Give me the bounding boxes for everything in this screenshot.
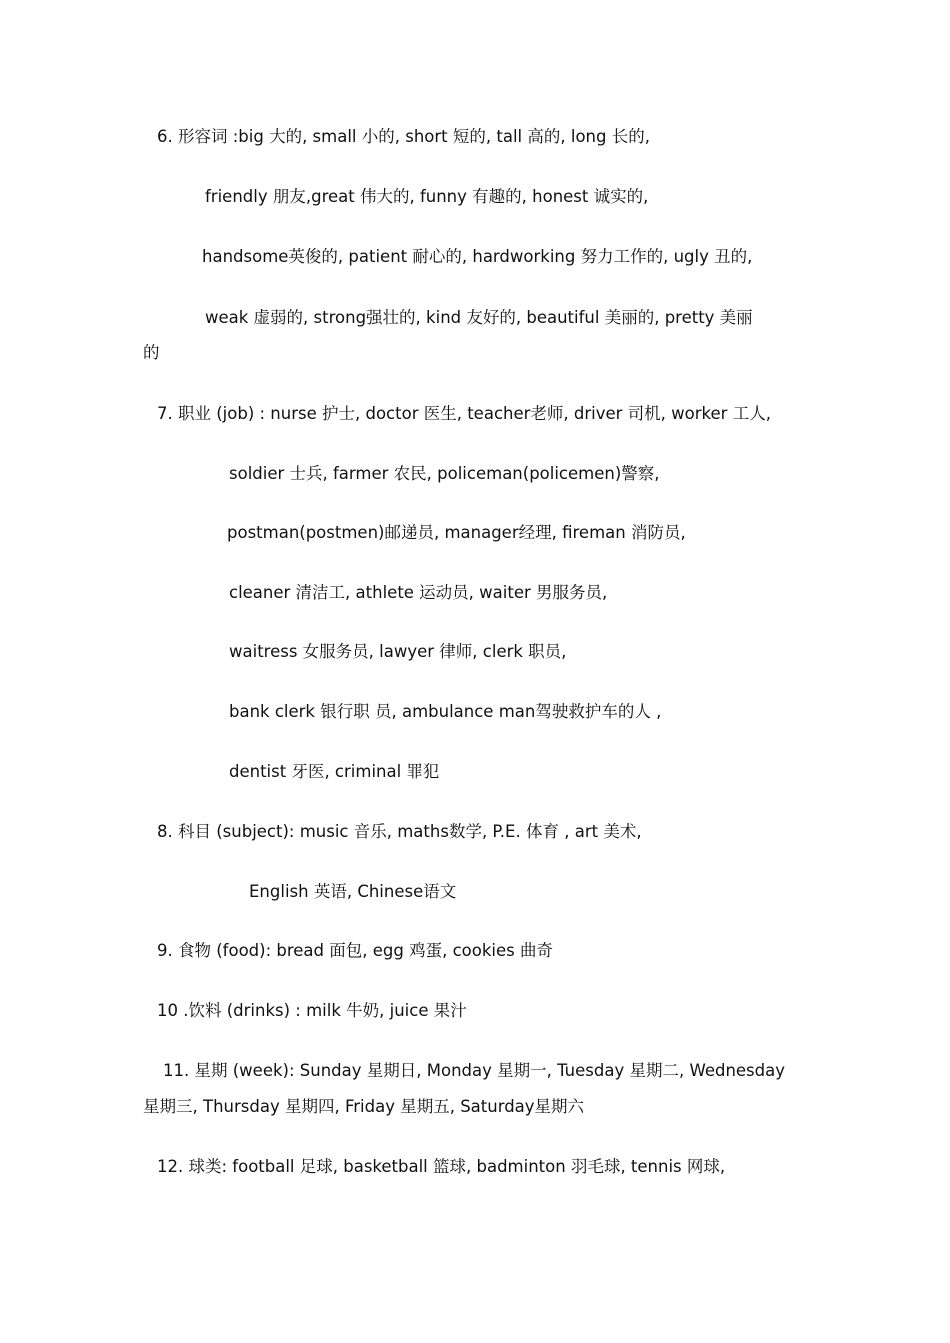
text-line: 星期三, Thursday 星期四, Friday 星期五, Saturday星期六	[143, 1097, 585, 1116]
text-line: 8. 科目 (subject): music 音乐, maths数学, P.E. 体育 , art 美术,	[157, 822, 642, 841]
text-line: handsome英俊的, patient 耐心的, hardworking 努力工作的, ugly 丑的,	[202, 247, 753, 266]
text-line: English 英语, Chinese语文	[249, 882, 457, 901]
text-line: friendly 朋友,great 伟大的, funny 有趣的, honest 诚实的,	[205, 187, 649, 206]
text-line: 6. 形容词 :big 大的, small 小的, short 短的, tall 高的, long 长的,	[157, 127, 650, 146]
text-line: soldier 士兵, farmer 农民, policeman(policemen)警察,	[229, 464, 660, 483]
text-line: cleaner 清洁工, athlete 运动员, waiter 男服务员,	[229, 583, 608, 602]
text-line: 9. 食物 (food): bread 面包, egg 鸡蛋, cookies 曲奇	[157, 941, 553, 960]
text-line: 12. 球类: football 足球, basketball 篮球, badminton 羽毛球, tennis 网球,	[157, 1157, 726, 1176]
text-line: dentist 牙医, criminal 罪犯	[229, 762, 440, 781]
text-line: weak 虚弱的, strong强壮的, kind 友好的, beautiful 美丽的, pretty 美丽	[205, 308, 753, 327]
text-line: 的	[143, 343, 160, 362]
text-line: 11. 星期 (week): Sunday 星期日, Monday 星期一, Tuesday 星期二, Wednesday	[163, 1061, 785, 1080]
text-line: postman(postmen)邮递员, manager经理, fireman 消防员,	[227, 523, 686, 542]
text-line: bank clerk 银行职 员, ambulance man驾驶救护车的人 ,	[229, 702, 662, 721]
text-line: waitress 女服务员, lawyer 律师, clerk 职员,	[229, 642, 567, 661]
text-line: 10 .饮料 (drinks) : milk 牛奶, juice 果汁	[157, 1001, 467, 1020]
text-line: 7. 职业 (job) : nurse 护士, doctor 医生, teacher老师, driver 司机, worker 工人,	[157, 404, 771, 423]
